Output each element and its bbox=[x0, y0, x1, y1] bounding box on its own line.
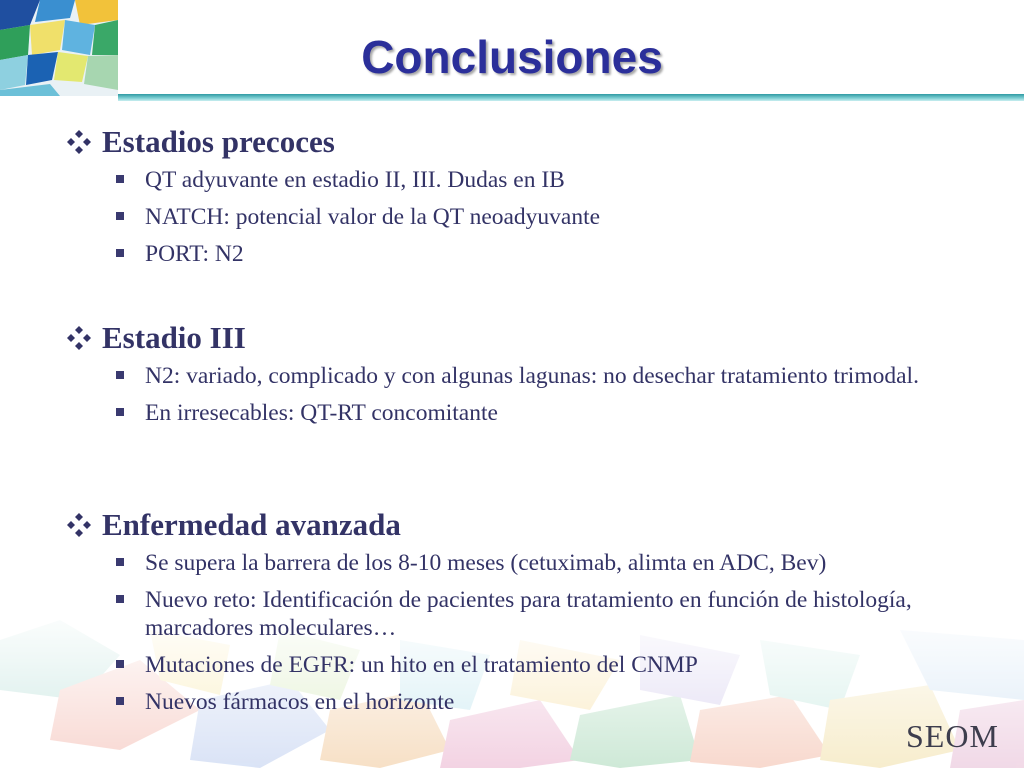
square-icon bbox=[116, 697, 124, 705]
list-item: N2: variado, complicado y con algunas lagunas: no desechar tratamiento trimodal. bbox=[66, 362, 996, 390]
square-icon bbox=[116, 558, 124, 566]
section-heading-text: Enfermedad avanzada bbox=[102, 507, 401, 542]
bullet-list bbox=[66, 166, 996, 268]
list-item: Se supera la barrera de los 8-10 meses (cetuximab, alimta en ADC, Bev) bbox=[66, 549, 996, 577]
list-item: NATCH: potencial valor de la QT neoadyuvante bbox=[66, 203, 996, 231]
slide-title: Conclusiones bbox=[361, 31, 663, 83]
list-item: En irresecables: QT-RT concomitante bbox=[66, 399, 996, 427]
list-item: PORT: N2 bbox=[66, 240, 996, 268]
section-estadio-iii bbox=[66, 320, 996, 436]
section-heading bbox=[66, 124, 996, 160]
diamond-icon bbox=[66, 325, 92, 351]
square-icon bbox=[116, 212, 124, 220]
list-item: Nuevo reto: Identificación de pacientes para tratamiento en función de histología, marcadores moleculares… bbox=[66, 586, 996, 642]
bullet-list bbox=[66, 549, 996, 716]
section-heading bbox=[66, 507, 996, 543]
square-icon bbox=[116, 595, 124, 603]
diamond-icon bbox=[66, 512, 92, 538]
section-heading bbox=[66, 320, 996, 356]
section-heading-text: Estadios precoces bbox=[102, 124, 335, 159]
list-item: Mutaciones de EGFR: un hito en el tratamiento del CNMP bbox=[66, 651, 996, 679]
diamond-icon bbox=[66, 129, 92, 155]
section-heading-text: Estadio III bbox=[102, 320, 246, 355]
bullet-list bbox=[66, 362, 996, 427]
square-icon bbox=[116, 371, 124, 379]
square-icon bbox=[116, 175, 124, 183]
list-item: Nuevos fármacos en el horizonte bbox=[66, 688, 996, 716]
square-icon bbox=[116, 660, 124, 668]
square-icon bbox=[116, 249, 124, 257]
square-icon bbox=[116, 408, 124, 416]
section-estadios-precoces bbox=[66, 124, 996, 277]
list-item: QT adyuvante en estadio II, III. Dudas en IB bbox=[66, 166, 996, 194]
section-enfermedad-avanzada bbox=[66, 507, 996, 725]
seom-logo: SEOM bbox=[906, 718, 999, 754]
